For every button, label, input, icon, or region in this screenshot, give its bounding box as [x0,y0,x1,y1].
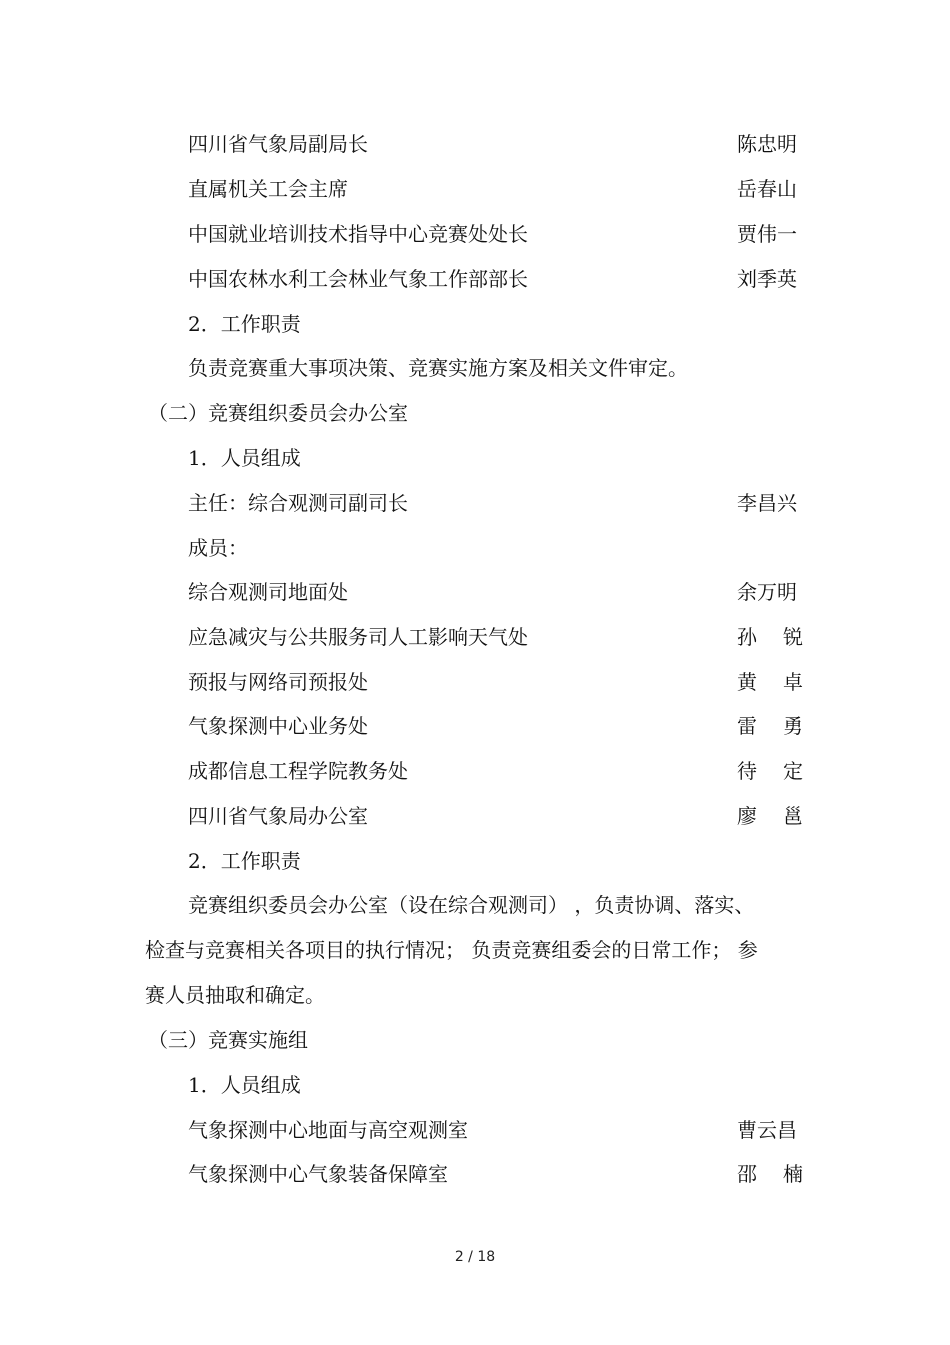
member-name: 孙锐 [737,625,829,649]
member-title: 成都信息工程学院教务处 [188,759,408,783]
member-name: 邵楠 [737,1162,829,1186]
member-title: 四川省气象局副局长 [188,132,368,156]
members-heading: 1．人员组成 [188,1073,301,1097]
member-title: 应急减灾与公共服务司人工影响天气处 [188,625,528,649]
member-name: 廖邕 [737,804,829,828]
section-heading: （三）竞赛实施组 [148,1028,308,1052]
members-label: 成员： [188,536,248,560]
member-title: 气象探测中心地面与高空观测室 [188,1118,468,1142]
members-heading: 1．人员组成 [188,446,301,470]
member-title: 气象探测中心气象装备保障室 [188,1162,448,1186]
member-name: 刘季英 [737,267,797,291]
member-name: 待定 [737,759,829,783]
director-title: 主任：综合观测司副司长 [188,491,408,515]
duty-text: 负责竞赛重大事项决策、竞赛实施方案及相关文件审定。 [188,356,688,380]
duty-text-line: 赛人员抽取和确定。 [145,983,325,1007]
member-title: 气象探测中心业务处 [188,714,368,738]
duty-text-line: 竞赛组织委员会办公室（设在综合观测司） ，负责协调、落实、 [188,893,755,917]
member-title: 中国就业培训技术指导中心竞赛处处长 [188,222,528,246]
member-title: 预报与网络司预报处 [188,670,368,694]
member-name: 余万明 [737,580,797,604]
member-title: 中国农林水利工会林业气象工作部部长 [188,267,528,291]
duty-heading: 2．工作职责 [188,849,301,873]
member-title: 综合观测司地面处 [188,580,348,604]
member-name: 贾伟一 [737,222,797,246]
member-name: 陈忠明 [737,132,797,156]
member-title: 直属机关工会主席 [188,177,348,201]
section-heading: （二）竞赛组织委员会办公室 [148,401,408,425]
member-name: 岳春山 [737,177,797,201]
page-number: 2 / 18 [454,1249,496,1265]
member-title: 四川省气象局办公室 [188,804,368,828]
member-name: 雷勇 [737,714,829,738]
duty-heading: 2．工作职责 [188,312,301,336]
duty-text-line: 检查与竞赛相关各项目的执行情况； 负责竞赛组委会的日常工作； 参 [145,938,758,962]
director-name: 李昌兴 [737,491,797,515]
member-name: 曹云昌 [737,1118,797,1142]
member-name: 黄卓 [737,670,829,694]
